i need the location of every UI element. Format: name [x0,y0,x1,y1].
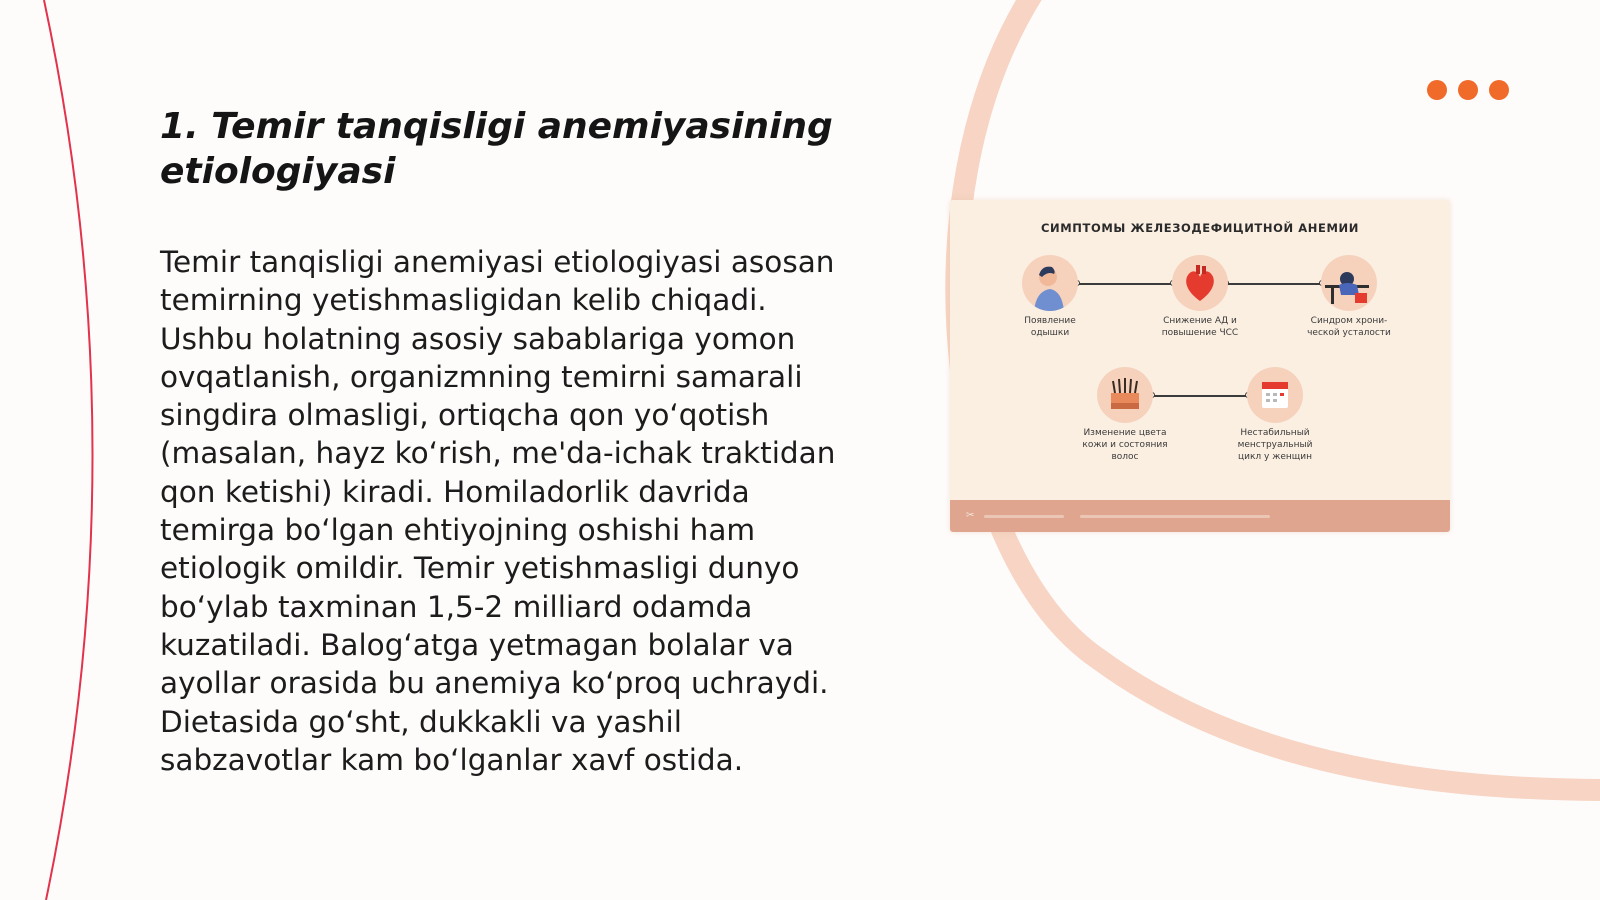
footer-blurred-text [984,515,1064,518]
symptom-label: Появление одышки [1024,316,1076,338]
symptom-item [1140,255,1260,339]
symptom-item [1215,367,1335,463]
left-red-arc [44,0,93,900]
symptom-item [990,255,1110,339]
footer-blurred-text [1080,515,1270,518]
symptom-label: Синдром хрони- ческой усталости [1307,316,1391,338]
heart-icon [1172,255,1228,311]
symptom-label: Снижение АД и повышение ЧСС [1161,316,1239,338]
slide-body-text: Temir tanqisligi anemiyasi etiologiyasi asosan temirning yetishmasligidan kelib chiqadi. Ushbu holatning asosiy sabablariga yomon ovqatlanish, organizmning temirni samarali singdira olmasligi, ortiqcha qon yo‘qotish (masalan, hayz ko‘rish, me'da-ichak traktidan qon ketishi) kiradi. Homiladorlik davrida temirga bo‘lgan ehtiyojning oshishi ham etiologik omildir. Temir yetishmasligi dunyo bo‘ylab taxminan 1,5-2 milliard odamda kuzatiladi. Balog‘atga yetmagan bolalar va ayollar orasida bu anemiya ko‘proq uchraydi. Dietasida go‘sht, dukkakli va yashil sabzavotlar kam bo‘lganlar xavf ostida. [160,245,836,777]
calendar-icon [1247,367,1303,423]
symptom-item [1065,367,1185,463]
symptom-label: Изменение цвета кожи и состояния волос [1082,428,1168,462]
dot-3 [1489,80,1509,100]
hair-icon [1097,367,1153,423]
person-icon [1022,255,1078,311]
infographic-title: СИМПТОМЫ ЖЕЛЕЗОДЕФИЦИТНОЙ АНЕМИИ [1041,221,1359,235]
scissors-icon: ✂ [966,510,975,521]
slide-title: 1. Temir tanqisligi anemiyasining etiologiyasi [160,106,833,192]
infographic-footer [950,500,1450,532]
more-dots-icon [1427,80,1509,100]
symptom-item [1289,255,1409,339]
dot-1 [1427,80,1447,100]
symptom-label: Нестабильный менструальный цикл у женщин [1237,428,1313,462]
symptoms-infographic [950,200,1450,532]
dot-2 [1458,80,1478,100]
tired-person-icon [1321,255,1377,311]
